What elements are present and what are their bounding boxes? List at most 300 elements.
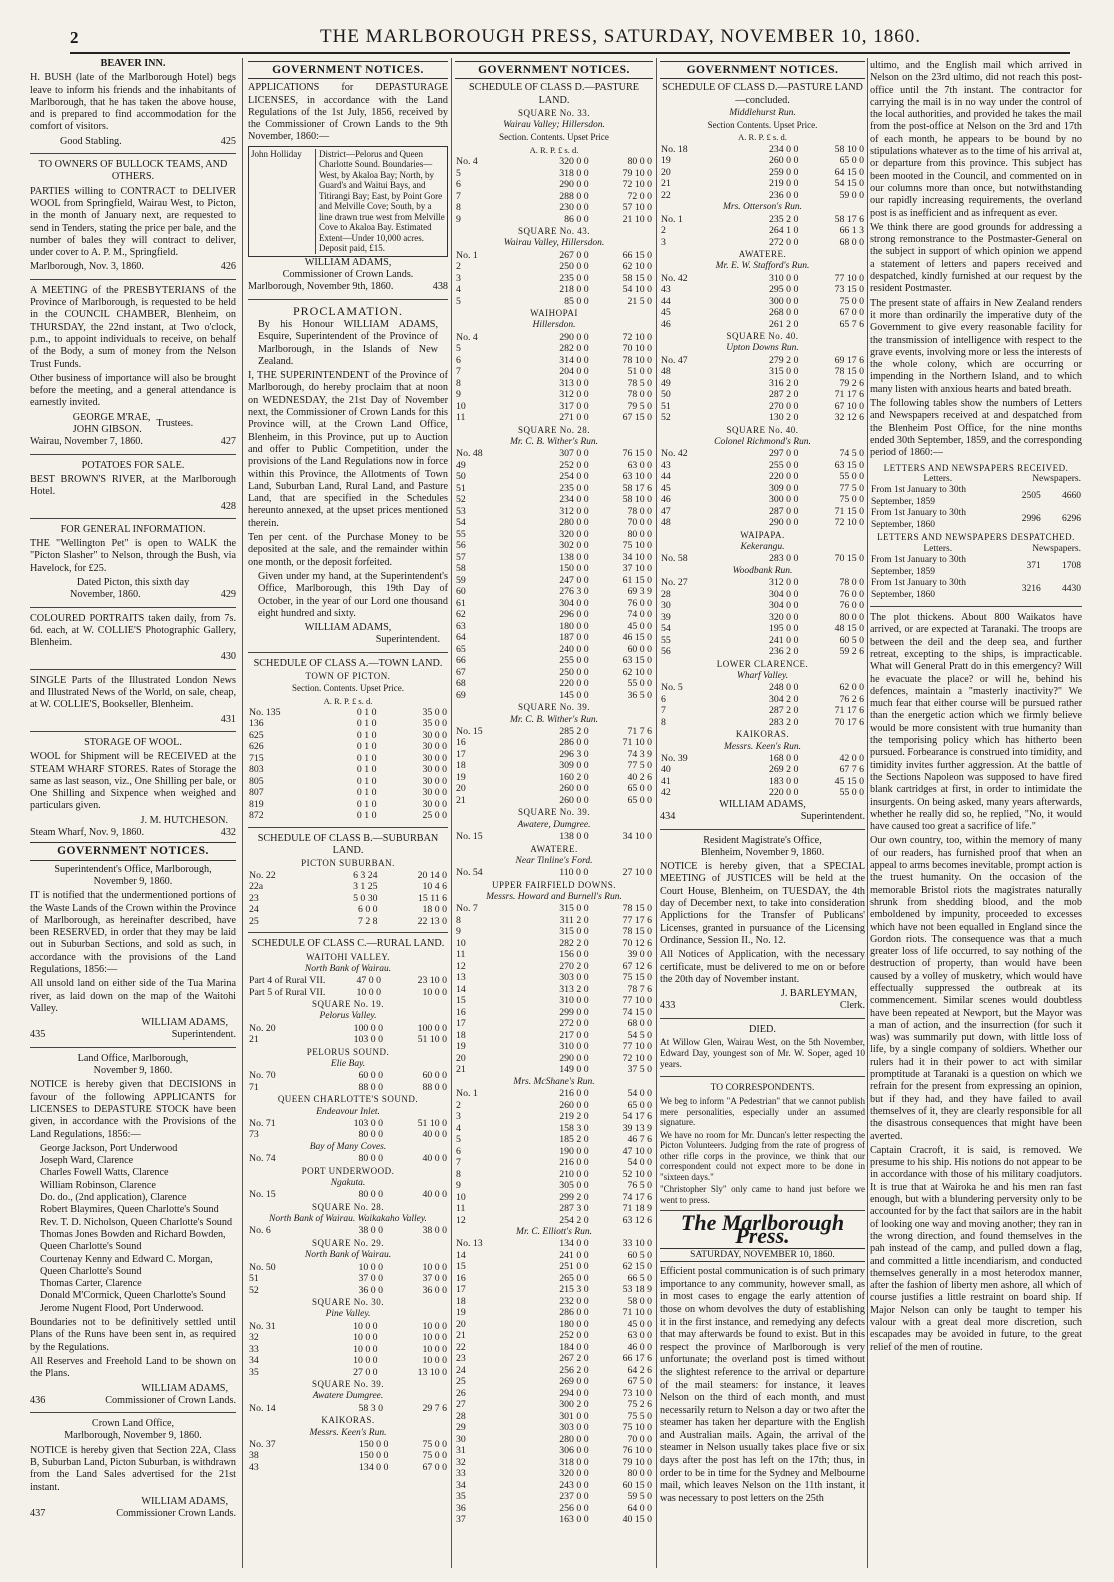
- table-cell: 35 0 0: [422, 706, 447, 718]
- table-cell: 60 5 0: [627, 1249, 652, 1261]
- table-units: A. R. P. £ s. d.: [738, 132, 787, 143]
- table-cell: 76 0 0: [839, 600, 864, 612]
- table-row: [455, 1088, 653, 1100]
- table-cell: 40 2 6: [627, 771, 652, 783]
- table-cell: No. 39: [661, 752, 688, 764]
- schedule-table: [248, 1118, 448, 1141]
- schedule-location: Wairau Valley, Hillersdon.: [503, 238, 605, 249]
- schedule-table: [248, 707, 448, 822]
- table-row: [660, 144, 865, 156]
- table-row: [248, 904, 448, 916]
- table-row: [660, 776, 865, 788]
- table-cell: 0 1 0: [356, 764, 377, 776]
- table-header: Section. Contents. Upset Price.: [292, 683, 404, 694]
- table-cell: 78 0 0: [627, 389, 652, 401]
- table-cell: 10 0 0: [353, 1320, 378, 1332]
- schedule-location: Mr. C. B. Wither's Run.: [509, 714, 599, 725]
- table-cell: 2996: [1021, 514, 1041, 525]
- schedule-table: [660, 448, 865, 529]
- table-row: [248, 1355, 448, 1367]
- table-cell: 19: [456, 1307, 466, 1319]
- table-row: [248, 707, 448, 719]
- section-heading: GOVERNMENT NOTICES.: [248, 61, 448, 79]
- table-row: [248, 1367, 448, 1379]
- stats-table: [870, 485, 1082, 531]
- notice-body: All unsold land on either side of the Tua Marina river, as laid down on the map of the Waitohi Valley.: [30, 978, 236, 1014]
- table-cell: 66 1 3: [839, 225, 864, 237]
- table-cell: 30: [456, 1433, 466, 1445]
- table-cell: 18: [456, 1029, 466, 1041]
- table-row: [660, 577, 865, 589]
- table-cell: 100 0 0: [353, 1022, 383, 1034]
- table-cell: 51 0 0: [627, 366, 652, 378]
- table-cell: Part 5 of Rural VII.: [249, 986, 326, 998]
- table-cell: 68: [456, 678, 466, 690]
- table-row: [455, 1307, 653, 1319]
- table-cell: 9: [456, 1180, 461, 1192]
- table-row: [660, 214, 865, 226]
- table-cell: 60 0 0: [627, 643, 652, 655]
- table-cell: 819: [249, 798, 264, 810]
- table-row: [455, 401, 653, 413]
- schedule-location: Near Tinline's Ford.: [515, 855, 593, 866]
- notice-body: NOTICE is hereby given, that a SPECIAL MEETING of JUSTICES will be held at the Court House, Blenheim, on TUESDAY, the 4th day of December next, to take into consideration Applictions for the Transfer of Publicans' Licenses, granted in pursuance of the Licensing Ordinance, Session II., No. 12.: [660, 861, 865, 946]
- table-cell: 49: [456, 459, 466, 471]
- table-cell: 11: [456, 1203, 466, 1215]
- square-heading: SQUARE No. 19.: [311, 999, 384, 1010]
- table-cell: 150 0 0: [559, 563, 589, 575]
- table-cell: 306 0 0: [559, 1445, 589, 1457]
- table-cell: 69 17 6: [834, 354, 864, 366]
- square-heading: LOWER CLARENCE.: [716, 658, 809, 669]
- table-row: [248, 870, 448, 882]
- table-cell: 248 0 0: [769, 682, 799, 694]
- table-cell: 57: [456, 551, 466, 563]
- table-cell: 150 0 0: [359, 1438, 389, 1450]
- table-cell: 54 17 6: [622, 1111, 652, 1123]
- table-cell: 185 2 0: [559, 1134, 589, 1146]
- ad-footer: Good Stabling.: [60, 135, 122, 147]
- table-cell: 287 0 0: [769, 505, 799, 517]
- table-row: [660, 225, 865, 237]
- table-cell: 294 0 0: [559, 1387, 589, 1399]
- table-cell: 72 0 0: [627, 190, 652, 202]
- square-heading: WAIPAPA.: [740, 529, 785, 540]
- table-cell: 9: [456, 389, 461, 401]
- table-cell: 312 0 0: [769, 577, 799, 589]
- table-cell: 100 0 0: [417, 1022, 447, 1034]
- column-2: [248, 58, 448, 1568]
- table-row: [455, 915, 653, 927]
- table-cell: 267 0 0: [559, 249, 589, 261]
- table-cell: 260 0 0: [559, 794, 589, 806]
- table-row: [455, 1180, 653, 1192]
- table-cell: 10 0 0: [422, 1355, 447, 1367]
- table-cell: No. 50: [249, 1261, 276, 1273]
- table-cell: 283 2 0: [769, 716, 799, 728]
- table-cell: 21: [456, 1330, 466, 1342]
- table-cell: 10: [456, 937, 466, 949]
- table-cell: 180 0 0: [559, 1318, 589, 1330]
- table-row: [660, 471, 865, 483]
- ad-footer: Marlborough, Nov. 3, 1860.: [30, 261, 144, 273]
- schedule-title: SCHEDULE OF CLASS D.—PASTURE LAND—concluded.: [662, 82, 863, 106]
- table-row: [455, 494, 653, 506]
- table-cell: 68 0 0: [839, 236, 864, 248]
- table-cell: 65 0 0: [627, 783, 652, 795]
- table-cell: 290 0 0: [559, 1052, 589, 1064]
- square-heading: SQUARE No. 39.: [311, 1379, 384, 1390]
- table-cell: 74 17 6: [622, 1191, 652, 1203]
- table-cell: 36 0 0: [358, 1284, 383, 1296]
- signature: JOHN GIBSON.: [72, 424, 142, 436]
- table-cell: 45 0 0: [627, 620, 652, 632]
- table-cell: 38: [249, 1450, 259, 1462]
- table-cell: 61: [456, 597, 466, 609]
- list-item: Do. do., (2nd application), Clarence: [40, 1192, 187, 1204]
- notice-header: November 9, 1860.: [93, 875, 173, 887]
- schedule-subtitle: PICTON SUBURBAN.: [301, 858, 395, 869]
- table-row: [455, 1111, 653, 1123]
- table-cell: 50: [456, 471, 466, 483]
- table-cell: 43: [661, 284, 671, 296]
- table-cell: 311 2 0: [559, 914, 589, 926]
- table-cell: 16: [456, 1006, 466, 1018]
- table-cell: 31: [456, 1445, 466, 1457]
- table-cell: From 1st January to 30th September, 1860: [871, 578, 966, 600]
- table-cell: 58 3 0: [358, 1402, 383, 1414]
- table-cell: 234 0 0: [769, 143, 799, 155]
- table-row: [455, 678, 653, 690]
- table-header: Section. Contents. Upset Price: [499, 132, 609, 143]
- table-cell: 21: [249, 1034, 259, 1046]
- table-cell: 67 5 0: [627, 1376, 652, 1388]
- table-cell: 134 0 0: [359, 1461, 389, 1473]
- table-cell: 264 1 0: [769, 225, 799, 237]
- table-cell: 29: [456, 1422, 466, 1434]
- table-cell: 279 2 0: [769, 354, 799, 366]
- table-cell: No. 31: [249, 1320, 276, 1332]
- table-cell: 232 0 0: [559, 1295, 589, 1307]
- table-row: [455, 1457, 653, 1469]
- table-row: [455, 783, 653, 795]
- square-heading: SQUARE No. 30.: [311, 1297, 384, 1308]
- schedule-location: Messrs. Keen's Run.: [724, 741, 801, 752]
- table-cell: 2: [456, 261, 461, 273]
- table-cell: 74 5 0: [839, 448, 864, 460]
- table-row: [248, 1023, 448, 1035]
- table-cell: No. 15: [456, 831, 483, 843]
- table-cell: 40 0 0: [422, 1189, 447, 1201]
- table-row: [455, 1203, 653, 1215]
- table-cell: 75 0 0: [839, 494, 864, 506]
- table-row: [455, 831, 653, 843]
- table-cell: 26: [456, 1387, 466, 1399]
- table-row: [660, 506, 865, 518]
- list-item: Thomas Carter, Clarence: [40, 1278, 142, 1290]
- table-cell: 110 0 0: [559, 867, 589, 879]
- table-cell: 56: [661, 646, 671, 658]
- masthead: [70, 22, 1070, 54]
- table-cell: 22: [661, 189, 671, 201]
- stats-col-header: Newspapers.: [1032, 473, 1081, 484]
- table-cell: 80 0 0: [839, 611, 864, 623]
- ad-body: PARTIES willing to CONTRACT to DELIVER WOOL from Springfield, Wairau West, to Picton, in the month of January next, are requested to send in Tenders, stating the price per bale, and the number of bales they will contract to deliver, under cover to A. P. M., Springfield.: [30, 185, 236, 259]
- table-cell: 285 2 0: [559, 725, 589, 737]
- schedule-table: [660, 214, 865, 249]
- table-cell: 54 0 0: [627, 1088, 652, 1100]
- table-cell: 290 0 0: [559, 331, 589, 343]
- table-cell: 34: [456, 1479, 466, 1491]
- table-cell: 71 17 6: [834, 705, 864, 717]
- table-cell: 11: [456, 412, 466, 424]
- ad-body: SINGLE Parts of the Illustrated London News and Illustrated News of the World, on sale, cheap, at W. COLLIE'S, Bookseller, Blenheim.: [30, 674, 236, 711]
- table-cell: 51: [249, 1273, 259, 1285]
- ad-number: 435: [30, 1029, 46, 1041]
- schedule-table: [248, 975, 448, 998]
- stats-col-header: Letters.: [923, 473, 953, 484]
- editorial-text: Our own country, too, within the memory of many of our readers, has furnished proof that when an appeal to arms becomes inevitable, prompt action is the truest humanity. On the occasion of the memorable Bristol riots the magistrates naturally shrunk from shedding blood, and the mob emboldened by impunity, proceeded to excesses which have not been equalled in England since the Gordon riots. The consequence was that a much greater loss of life occurred, to say nothing of the destruction of property, than would have been caused by a volley of musketry, which would have effectually suppressed the outbreak at its commencement. Similar scenes would doubtless have been repeated at Newport, but the Mayor was a man of action, and the insurrection (for such it was) was summarily put down, with little loss of life, by a single company of soldiers. Whether our rulers had it in their power to act with similar promptitude at Taranaki is a question on which we refrain for the present from expressing an opinion, but if they had, and they have failed to avail themselves of it, they are clearly responsible for all the disastrous consequences that might have been averted.: [870, 835, 1082, 1142]
- editorial-text: We think there are good grounds for addressing a strong remonstrance to the Postmaster-General on the subject in support of which opinion we append a statement of letters and papers received and despatched, kindly furnished at our request by the resident Postmaster.: [870, 221, 1082, 295]
- table-row: [455, 261, 653, 273]
- table-row: [248, 1462, 448, 1474]
- table-cell: 138 0 0: [559, 551, 589, 563]
- table-cell: 76 2 6: [839, 693, 864, 705]
- table-row: [455, 389, 653, 401]
- table-cell: 304 0 0: [769, 588, 799, 600]
- table-cell: 145 0 0: [559, 689, 589, 701]
- table-row: [455, 1192, 653, 1204]
- applicant-name: John Holliday: [251, 148, 302, 159]
- table-row: [455, 552, 653, 564]
- table-cell: 210 0 0: [559, 1168, 589, 1180]
- table-cell: 33: [249, 1343, 259, 1355]
- table-cell: 183 0 0: [769, 775, 799, 787]
- table-row: [455, 471, 653, 483]
- stats-title: LETTERS AND NEWSPAPERS DESPATCHED.: [877, 532, 1075, 543]
- schedule-subtitle: TOWN OF PICTON.: [305, 670, 391, 681]
- table-cell: 66 5 0: [627, 1272, 652, 1284]
- table-row: [660, 155, 865, 167]
- table-row: [455, 1353, 653, 1365]
- table-cell: 23: [249, 892, 259, 904]
- table-cell: 30 0 0: [422, 741, 447, 753]
- table-cell: 45 0 0: [627, 1318, 652, 1330]
- table-cell: 21 5 0: [627, 295, 652, 307]
- table-row: [455, 598, 653, 610]
- ad-number: 437: [30, 1508, 46, 1520]
- table-row: [248, 1403, 448, 1415]
- table-cell: 60 0 0: [358, 1070, 383, 1082]
- list-item: Charles Fowell Watts, Clarence: [40, 1167, 169, 1179]
- table-cell: 303 0 0: [559, 1422, 589, 1434]
- table-cell: 317 0 0: [559, 400, 589, 412]
- table-cell: 55 0 0: [839, 787, 864, 799]
- table-cell: 103 0 0: [353, 1034, 383, 1046]
- table-cell: 18: [456, 760, 466, 772]
- schedule-table: [455, 1238, 653, 1526]
- table-cell: 53 18 9: [622, 1284, 652, 1296]
- notice-body: Boundaries not to be definitively settled until Plans of the Runs have been sent in, as required by the Regulations.: [30, 1317, 236, 1353]
- table-cell: 30: [661, 600, 671, 612]
- table-cell: 240 0 0: [559, 643, 589, 655]
- table-cell: 220 0 0: [559, 678, 589, 690]
- table-cell: 254 0 0: [559, 471, 589, 483]
- table-cell: 286 0 0: [559, 1307, 589, 1319]
- square-heading: SQUARE No. 29.: [311, 1237, 384, 1248]
- table-cell: 130 2 0: [769, 412, 799, 424]
- table-cell: 73 15 0: [834, 284, 864, 296]
- schedule-title: SCHEDULE OF CLASS A.—TOWN LAND.: [253, 657, 443, 669]
- table-cell: 259 0 0: [769, 166, 799, 178]
- table-cell: 60 15 0: [622, 1479, 652, 1491]
- table-cell: 55 0 0: [627, 678, 652, 690]
- table-cell: 261 2 0: [769, 318, 799, 330]
- table-cell: 58 10 0: [834, 143, 864, 155]
- notice-header: Crown Land Office,: [91, 1418, 175, 1430]
- table-cell: 27: [456, 1399, 466, 1411]
- table-cell: 290 0 0: [769, 517, 799, 529]
- table-cell: 42: [661, 787, 671, 799]
- table-cell: 48 15 0: [834, 623, 864, 635]
- schedule-location: Pelorus Valley.: [319, 1011, 377, 1022]
- notice-header: Blenheim, November 9, 1860.: [700, 846, 825, 858]
- column-rule: [242, 58, 243, 1568]
- table-row: [870, 485, 1082, 508]
- table-cell: 28: [661, 588, 671, 600]
- ad-title: STORAGE OF WOOL.: [84, 736, 182, 748]
- table-row: [248, 753, 448, 765]
- schedule-location: Wharf Valley.: [736, 671, 789, 682]
- schedule-table: [660, 682, 865, 728]
- table-row: [455, 156, 653, 168]
- table-cell: 52: [661, 412, 671, 424]
- schedule-table: [455, 156, 653, 225]
- square-heading: SQUARE No. 43.: [517, 226, 590, 237]
- table-cell: 45 15 0: [834, 775, 864, 787]
- table-cell: 236 2 0: [769, 646, 799, 658]
- table-cell: 78 10 0: [622, 354, 652, 366]
- table-row: [455, 972, 653, 984]
- table-cell: No. 15: [456, 725, 483, 737]
- schedule-table: [455, 726, 653, 807]
- table-row: [660, 483, 865, 495]
- table-cell: 10: [456, 1191, 466, 1203]
- table-cell: 71 17 6: [834, 389, 864, 401]
- table-row: [455, 961, 653, 973]
- table-cell: No. 71: [249, 1117, 276, 1129]
- schedule-location: Colonel Richmond's Run.: [714, 437, 811, 448]
- table-cell: 0 1 0: [356, 787, 377, 799]
- table-cell: 33 10 0: [622, 1238, 652, 1250]
- table-cell: No. 37: [249, 1438, 276, 1450]
- table-row: [455, 1134, 653, 1146]
- table-cell: 54 0 0: [627, 1157, 652, 1169]
- table-cell: 252 0 0: [559, 1330, 589, 1342]
- table-cell: 276 3 0: [559, 586, 589, 598]
- list-item: Robert Blaymires, Queen Charlotte's Sound: [40, 1204, 219, 1216]
- table-cell: 75 5 0: [627, 1410, 652, 1422]
- ad-number: 425: [220, 135, 236, 147]
- table-row: [660, 600, 865, 612]
- table-cell: 17: [456, 1284, 466, 1296]
- table-cell: 71 10 0: [622, 1307, 652, 1319]
- table-row: [660, 178, 865, 190]
- signature-role: Commissioner Crown Lands.: [116, 1508, 236, 1520]
- table-cell: 65 7 6: [839, 318, 864, 330]
- editorial-text: The plot thickens. About 800 Waikatos have arrived, or are expected at Taranaki. The troops are between the deil and the deep sea, and further retreat, excepting to the ships, is impracticable. What will General Pratt do in this emergency? Will he evacuate the place? or will he, behind his defences, maintain a "masterly inactivity?" We much fear that either course will be pursued rather than the energetic action which we firmly believe would be more consistent with true humanity than the temporising policy which has hitherto been pursued. Forbearance is construed into timidity, and timidity invites further aggression. At the battle of the Sections Napoleon was supposed to have fired blank cartridges at first, in order to intimidate the insurgents. On being asked, many years afterwards, whether he really did so, he replied, "No, it would have caused too great a sacrifice of life.": [870, 612, 1082, 833]
- table-cell: 86 0 0: [564, 213, 589, 225]
- table-cell: 66 15 0: [622, 249, 652, 261]
- table-cell: 51 10 0: [417, 1034, 447, 1046]
- table-cell: 195 0 0: [769, 623, 799, 635]
- table-row: [455, 621, 653, 633]
- schedule-table: [455, 332, 653, 424]
- table-cell: 33: [456, 1468, 466, 1480]
- schedule-table: [248, 1153, 448, 1165]
- table-cell: 219 2 0: [559, 1111, 589, 1123]
- table-row: [455, 1468, 653, 1480]
- ad-number: 433: [660, 1000, 676, 1012]
- table-cell: 54 5 0: [627, 1029, 652, 1041]
- signature-role: Trustees.: [156, 417, 194, 429]
- table-row: [660, 401, 865, 413]
- table-row: [248, 1450, 448, 1462]
- signature-role: Superintendent.: [171, 1029, 236, 1041]
- table-cell: 72 10 0: [622, 179, 652, 191]
- table-row: [455, 1100, 653, 1112]
- table-row: [455, 355, 653, 367]
- table-cell: 160 2 0: [559, 771, 589, 783]
- table-row: [455, 760, 653, 772]
- table-row: [455, 984, 653, 996]
- table-row: [455, 1169, 653, 1181]
- table-cell: 12: [456, 960, 466, 972]
- table-cell: 6 0 0: [357, 904, 378, 916]
- table-cell: 21: [456, 794, 466, 806]
- table-cell: 251 0 0: [559, 1261, 589, 1273]
- table-cell: 313 0 0: [559, 377, 589, 389]
- table-units: A. R. P. £ s. d.: [529, 144, 579, 155]
- schedule-table: [455, 250, 653, 308]
- table-cell: 40 0 0: [422, 1153, 447, 1165]
- table-cell: 3: [661, 236, 666, 248]
- table-row: [248, 776, 448, 788]
- table-cell: 6: [661, 693, 666, 705]
- schedule-table: [248, 1189, 448, 1201]
- table-cell: 268 0 0: [769, 307, 799, 319]
- table-cell: 39: [661, 611, 671, 623]
- table-cell: 47 10 0: [622, 1145, 652, 1157]
- applicant-description: District—Pelorus and Queen Charlotte Sound. Boundaries—West, by Akaloa Bay; North, by Guard's and Waitui Bays, and Titirangi Bay; East, by Point Gore and Melville Cove; South, by a line drawn true west from Melville Cove to Akaloa Bay. Estimated Extent—Under 10,000 acres. Deposit paid, £15.: [315, 149, 445, 254]
- table-row: [455, 1146, 653, 1158]
- table-cell: 80 0 0: [358, 1129, 383, 1141]
- ad-number: 428: [220, 500, 236, 512]
- table-cell: 30 0 0: [422, 798, 447, 810]
- table-cell: 216 0 0: [559, 1157, 589, 1169]
- ad-title: TO OWNERS OF BULLOCK TEAMS, AND OTHERS.: [38, 159, 228, 183]
- table-cell: 22 13 0: [417, 915, 447, 927]
- application-box: [248, 146, 448, 257]
- table-cell: 10 0 0: [422, 986, 447, 998]
- table-cell: 65 0 0: [627, 1099, 652, 1111]
- table-cell: 234 0 0: [559, 494, 589, 506]
- table-row: [455, 1123, 653, 1135]
- correspondents-body: We have no room for Mr. Duncan's letter respecting the Picton Volunteers. Judging from the rate of progress of other rifle corps in the province, we think that our correspondent could not expect more to be done in "sixteen days.": [660, 1129, 865, 1182]
- table-cell: 77 10 0: [622, 1041, 652, 1053]
- table-cell: 74 3 9: [627, 748, 652, 760]
- table-row: [455, 378, 653, 390]
